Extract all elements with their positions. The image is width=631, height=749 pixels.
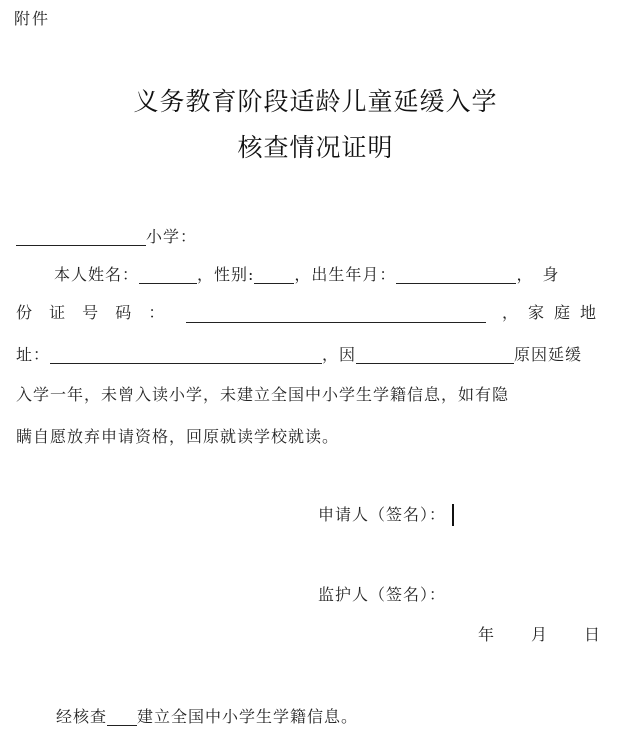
- school-suffix: 小学：: [146, 227, 198, 246]
- form-line-2: [16, 300, 606, 323]
- address-prefix: ，家庭地: [501, 303, 606, 322]
- applicant-signature-row: [318, 502, 454, 526]
- verification-field[interactable]: [107, 707, 137, 726]
- reason-field[interactable]: [356, 345, 514, 364]
- form-line-4: 入学一年，未曾入读小学，未建立全国中小学生学籍信息，如有隐: [16, 385, 510, 404]
- reason-label: ，因: [322, 345, 357, 364]
- verification-line: [56, 704, 358, 727]
- document-title-line2: 核查情况证明: [237, 133, 394, 162]
- document-title-line1: 义务教育阶段适龄儿童延缓入学: [133, 87, 498, 116]
- school-name-field[interactable]: [16, 227, 146, 246]
- birth-label: ，出生年月：: [294, 265, 397, 284]
- id-label: 份 证 号 码 ：: [16, 303, 171, 322]
- address-label: 址：: [16, 345, 51, 364]
- date-row: [478, 622, 601, 645]
- reason-suffix: 原因延缓: [514, 345, 583, 364]
- text-cursor: [452, 504, 454, 526]
- gender-field[interactable]: [254, 265, 294, 284]
- year-label: 年: [478, 625, 496, 644]
- name-label: 本人姓名：: [54, 265, 140, 284]
- school-line: [16, 224, 197, 247]
- verification-prefix: 经核查: [56, 707, 108, 726]
- day-label: 日: [584, 625, 602, 644]
- address-field[interactable]: [50, 345, 322, 364]
- attachment-label: 附件: [14, 9, 51, 28]
- verification-suffix: 建立全国中小学生学籍信息。: [137, 707, 359, 726]
- month-label: 月: [531, 625, 549, 644]
- guardian-signature-label: 监护人（签名）：: [318, 585, 447, 604]
- form-line-1: [54, 262, 606, 285]
- id-prefix: ，身: [516, 265, 569, 284]
- gender-label: ，性别:: [197, 265, 255, 284]
- applicant-signature-label: 申请人（签名）：: [318, 505, 447, 524]
- form-line-5: 瞒自愿放弃申请资格，回原就读学校就读。: [16, 427, 340, 446]
- name-field[interactable]: [139, 265, 197, 284]
- birth-date-field[interactable]: [396, 265, 516, 284]
- id-number-field[interactable]: [186, 304, 486, 323]
- form-line-3: [16, 342, 582, 365]
